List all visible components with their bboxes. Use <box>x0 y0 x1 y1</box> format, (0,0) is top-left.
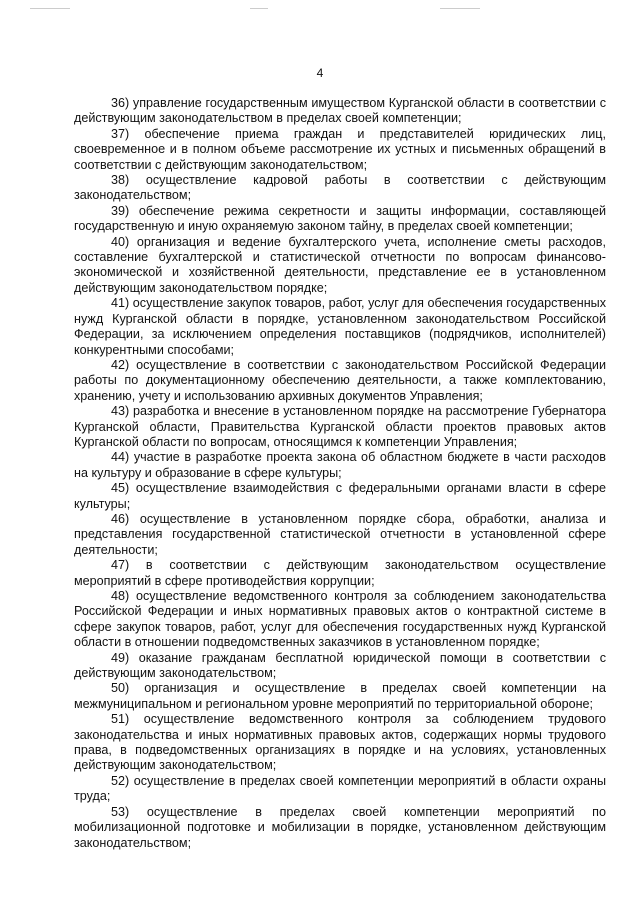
list-item: 50) организация и осуществление в пределах своей компетенции на межмуниципальном и региональном уровне мероприятий по территориальной обороне; <box>74 681 606 711</box>
scan-mark <box>250 8 268 9</box>
list-item: 42) осуществление в соответствии с законодательством Российской Федерации работы по документационному обеспечению деятельности, а также комплектованию, хранению, учету и использованию архивных документов Управления; <box>74 357 606 403</box>
list-item: 51) осуществление ведомственного контроля за соблюдением трудового законодательства и иных нормативных правовых актов, содержащих нормы трудового права, в подведомственных организациях в порядке и на условиях, установленных действующим законодательством; <box>74 712 606 773</box>
list-item: 44) участие в разработке проекта закона об областном бюджете в части расходов на культуру и образование в сфере культуры; <box>74 450 606 480</box>
list-item: 49) оказание гражданам бесплатной юридической помощи в соответствии с действующим законодательством; <box>74 650 606 681</box>
list-item: 53) осуществление в пределах своей компетенции мероприятий по мобилизационной подготовке и мобилизации в порядке, установленном действующим законодательством; <box>74 804 606 850</box>
list-item: 46) осуществление в установленном порядке сбора, обработки, анализа и представления государственной статистической отчетности в установленной сфере деятельности; <box>74 511 606 557</box>
page-number: 4 <box>316 66 324 80</box>
list-item: 43) разработка и внесение в установленном порядке на рассмотрение Губернатора Курганской области, Правительства Курганской области проектов правовых актов Курганской области по вопросам, относящимся к компетенции Управления; <box>74 404 606 449</box>
scan-mark <box>30 8 70 9</box>
list-item: 39) обеспечение режима секретности и защиты информации, составляющей государственную и иную охраняемую законом тайну, в пределах своей компетенции; <box>74 203 606 234</box>
list-item: 41) осуществление закупок товаров, работ, услуг для обеспечения государственных нужд Курганской области в порядке, установленном законодательством Российской Федерации, за исключением определения поставщиков (подрядчиков, исполнителей) конкурентными способами; <box>74 296 606 357</box>
document-body <box>74 96 606 851</box>
list-item: 36) управление государственным имуществом Курганской области в соответствии с действующим законодательством в пределах своей компетенции; <box>74 96 606 126</box>
list-item: 52) осуществление в пределах своей компетенции мероприятий в области охраны труда; <box>74 773 606 804</box>
list-item: 38) осуществление кадровой работы в соответствии с действующим законодательством; <box>74 173 606 203</box>
list-item: 48) осуществление ведомственного контроля за соблюдением законодательства Российской Федерации и иных нормативных правовых актов о контрактной системе в сфере закупок товаров, работ, услуг для обеспечения государственных нужд Курганской области в отношении подведомственных заказчиков в установленном порядке; <box>74 589 606 650</box>
list-item: 47) в соответствии с действующим законодательством осуществление мероприятий в сфере противодействия коррупции; <box>74 558 606 588</box>
list-item: 37) обеспечение приема граждан и представителей юридических лиц, своевременное и в полном объеме рассмотрение их устных и письменных обращений в соответствии с действующим законодательством; <box>74 126 606 172</box>
scan-mark <box>440 8 480 9</box>
list-item: 45) осуществление взаимодействия с федеральными органами власти в сфере культуры; <box>74 481 606 511</box>
list-item: 40) организация и ведение бухгалтерского учета, исполнение сметы расходов, составление бухгалтерской и статистической отчетности по вопросам финансово-экономической и хозяйственной деятельности, представление ее в установленном действующим законодательством порядке; <box>74 234 606 295</box>
